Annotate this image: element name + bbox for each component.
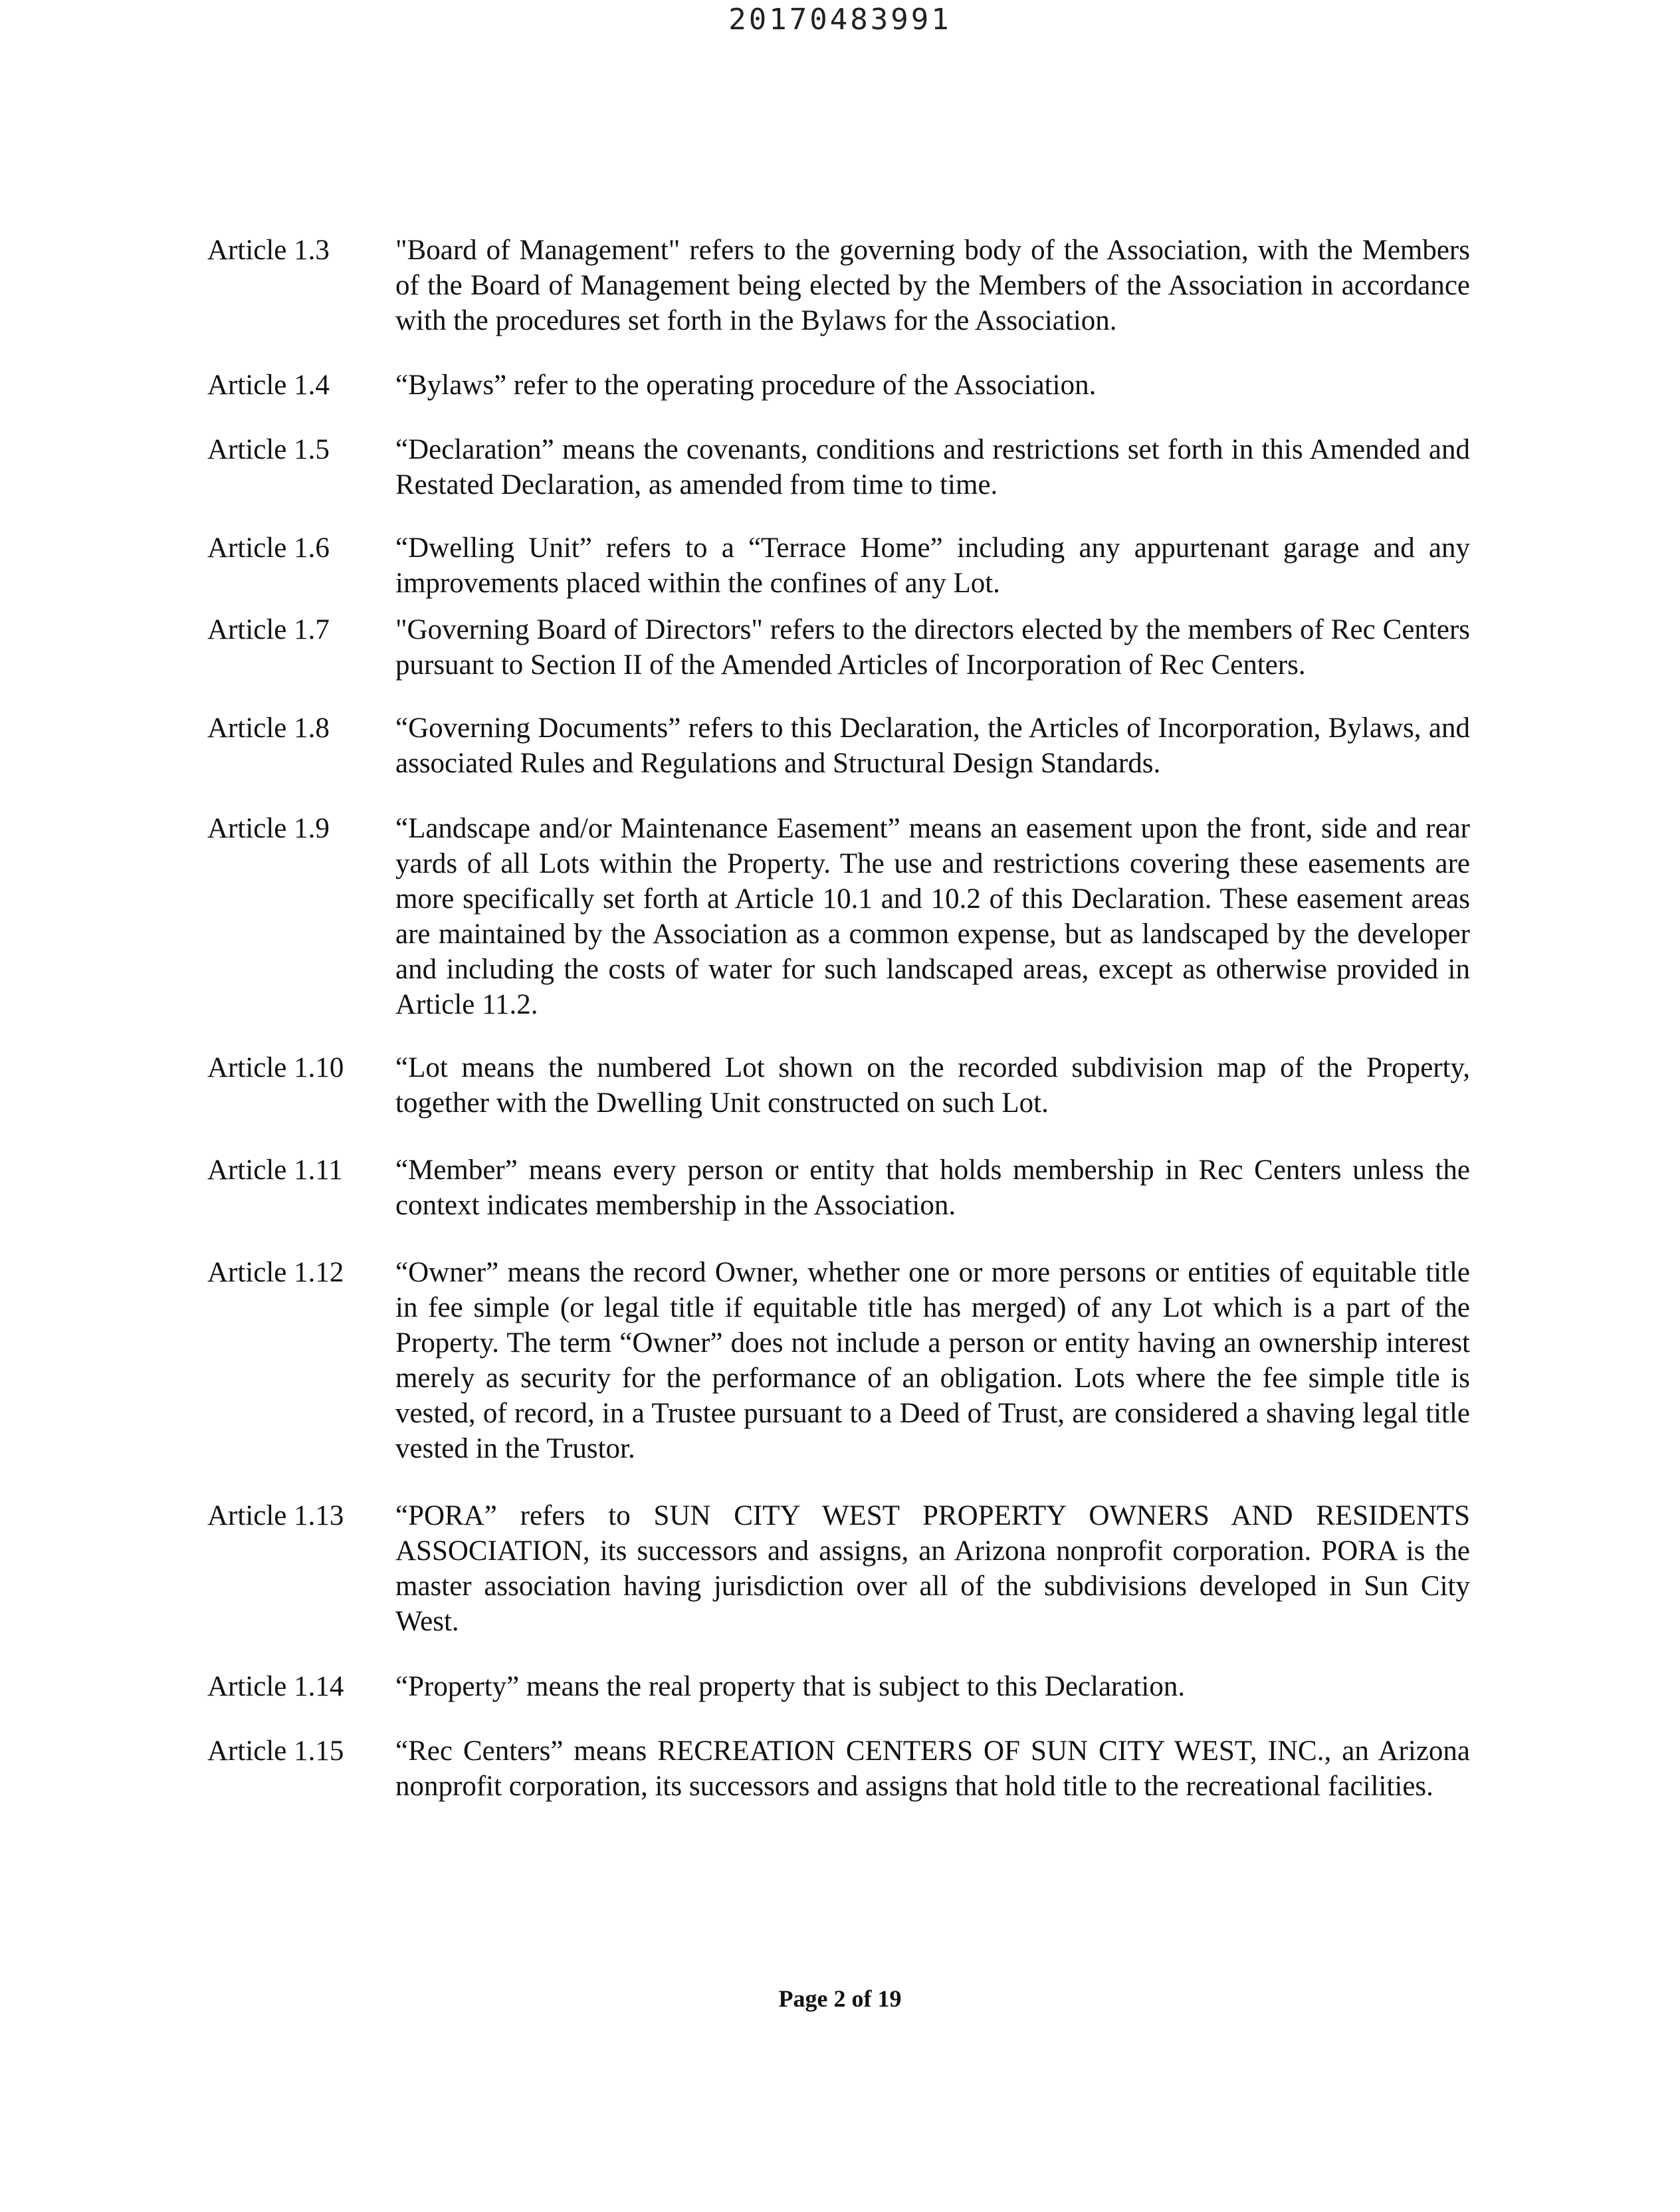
article-text: “Member” means every person or entity that holds membership in Rec Centers unless the context indicates membership in the Association. [395,1155,1470,1221]
article-1-5 [207,432,1470,502]
article-label: Article 1.3 [207,235,330,266]
document-number: 20170483991 [728,3,952,37]
article-label: Article 1.9 [207,813,330,844]
article-1-14 [207,1669,1470,1704]
article-text: “Declaration” means the covenants, conditions and restrictions set forth in this Amended and Restated Declaration, as amended from time to time. [395,434,1470,500]
article-text: “Governing Documents” refers to this Declaration, the Articles of Incorporation, Bylaws, and associated Rules and Regulations and Structural Design Standards. [395,713,1470,779]
article-1-8 [207,711,1470,781]
article-text: "Board of Management" refers to the governing body of the Association, with the Members of the Board of Management being elected by the Members of the Association in accordance with the procedures set forth in the Bylaws for the Association. [395,235,1470,336]
article-1-13 [207,1498,1470,1639]
article-text: "Governing Board of Directors" refers to the directors elected by the members of Rec Centers pursuant to Section II of the Amended Articles of Incorporation of Rec Centers. [395,614,1470,681]
article-text: “PORA” refers to SUN CITY WEST PROPERTY OWNERS AND RESIDENTS ASSOCIATION, its successors and assigns, an Arizona nonprofit corporation. PORA is the master association having jurisdiction over all of the subdivisions developed in Sun City West. [395,1500,1470,1637]
article-text: “Rec Centers” means RECREATION CENTERS OF SUN CITY WEST, INC., an Arizona nonprofit corporation, its successors and assigns that hold title to the recreational facilities. [395,1735,1470,1802]
article-text: “Bylaws” refer to the operating procedure of the Association. [395,370,1097,401]
article-label: Article 1.6 [207,532,330,564]
page-number: Page 2 of 19 [778,1985,902,2012]
article-label: Article 1.13 [207,1500,344,1531]
article-1-12 [207,1255,1470,1466]
article-label: Article 1.10 [207,1052,344,1083]
article-text: “Owner” means the record Owner, whether one or more persons or entities of equitable title in fee simple (or legal title if equitable title has merged) of any Lot which is a part of the Property. The term “Owner” does not include a person or entity having an ownership interest merely as security for the performance of an obligation. Lots where the fee simple title is vested, of record, in a Trustee pursuant to a Deed of Trust, are considered a shaving legal title vested in the Trustor. [395,1257,1470,1464]
article-1-9 [207,811,1470,1022]
article-label: Article 1.12 [207,1257,344,1288]
article-label: Article 1.11 [207,1155,343,1186]
article-label: Article 1.5 [207,434,330,465]
article-1-3 [207,233,1470,338]
article-label: Article 1.14 [207,1671,344,1702]
article-1-4 [207,368,1470,403]
article-1-11 [207,1153,1470,1223]
article-list [207,233,1470,1804]
article-label: Article 1.15 [207,1735,344,1767]
article-label: Article 1.7 [207,614,330,645]
article-label: Article 1.4 [207,370,330,401]
article-text: “Property” means the real property that is subject to this Declaration. [395,1671,1186,1702]
article-text: “Lot means the numbered Lot shown on the recorded subdivision map of the Property, together with the Dwelling Unit constructed on such Lot. [395,1052,1470,1119]
article-text: “Landscape and/or Maintenance Easement” means an easement upon the front, side and rear yards of all Lots within the Property. The use and restrictions covering these easements are more specifically set forth at Article 10.1 and 10.2 of this Declaration. These easement areas are maintained by the Association as a common expense, but as landscaped by the developer and including the costs of water for such landscaped areas, except as otherwise provided in Article 11.2. [395,813,1470,1020]
article-1-6 [207,530,1470,601]
article-1-7 [207,612,1470,683]
article-1-15 [207,1733,1470,1804]
article-text: “Dwelling Unit” refers to a “Terrace Home” including any appurtenant garage and any improvements placed within the confines of any Lot. [395,532,1470,599]
article-1-10 [207,1050,1470,1121]
article-label: Article 1.8 [207,713,330,744]
